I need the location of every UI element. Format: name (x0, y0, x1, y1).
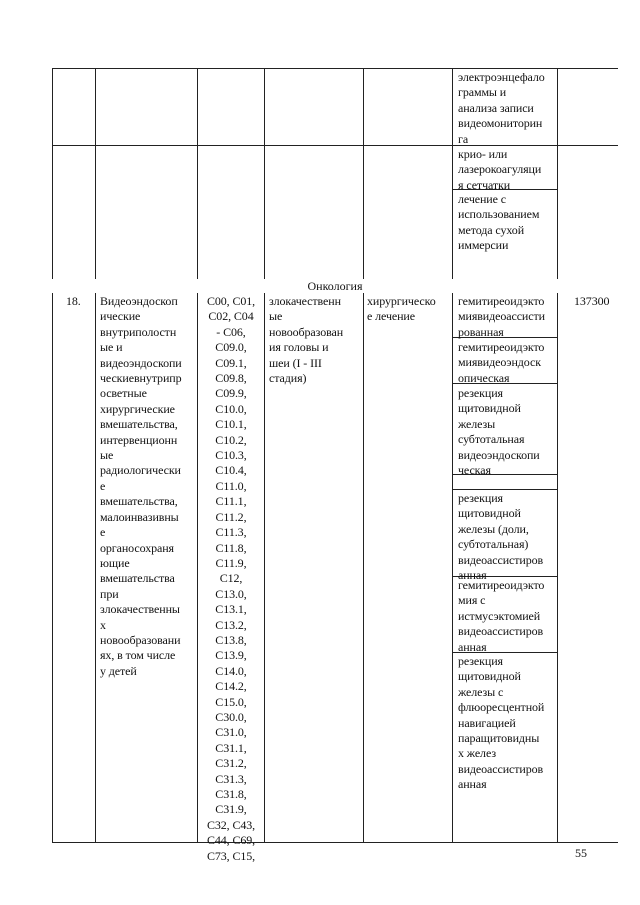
col-border (52, 292, 53, 842)
method-item: резекция щитовидной железы с флюоресцентной навигацией паращитовидны х желез видеоассистиров анная (458, 654, 545, 792)
col-border (557, 68, 558, 283)
col-border (363, 68, 364, 283)
row-number: 18. (66, 294, 81, 308)
section-band-oncology: Онкология (52, 279, 618, 293)
method-item: резекция щитовидной железы субтотальная видеоэндоскопи ческая (458, 386, 540, 478)
diagnosis: злокачественн ые новообразован ия головы и шеи (I - III стадия) (269, 294, 344, 386)
col-border (452, 68, 453, 283)
intervention-name: Видеоэндоскоп ические внутриполостн ые и видеоэндоскопи ческиевнутрипр осветные хирургические вмешательства, интервенционн ые радиологически е вмешательства, малоинвазивны е органосохраня ющие вмешательства при злокачественны х новообразовани ях, в том числе у детей (100, 294, 182, 678)
price: 137300 (574, 294, 610, 308)
page-number: 55 (575, 846, 587, 860)
col-border (95, 292, 96, 842)
col-border (557, 292, 558, 842)
col-border (52, 68, 53, 283)
method-cell-cryo: крио- или лазерокоагуляци я сетчатки (458, 147, 542, 192)
col-border (197, 68, 198, 283)
method-item: гемитиреоидэкто миявидеоассисти рованная (458, 294, 545, 339)
table-top-border (52, 68, 618, 69)
method-item: гемитиреоидэкто мия с истмусэктомией видеоассистиров анная (458, 578, 545, 654)
table-bottom-border (52, 842, 618, 843)
col-border (363, 292, 364, 842)
method-cell-eeg: электроэнцефало граммы и анализа записи видеомониторин га (458, 70, 545, 146)
treatment-type: хирургическо е лечение (367, 294, 436, 324)
method-cell-dry-immersion: лечение с использованием метода сухой иммерсии (458, 192, 540, 253)
col-border (264, 68, 265, 283)
method-item: гемитиреоидэкто миявидеоэндоск опическая (458, 340, 545, 385)
method-divider (453, 489, 557, 490)
method-item: резекция щитовидной железы (доли, субтотальная) видеоассистиров анная (458, 491, 544, 583)
icd-codes: С00, С01, С02, С04 - С06, С09.0, С09.1, С09.8, С09.9, С10.0, С10.1, С10.2, С10.3, С10.4, С11.0, С11.1, С11.2, С11.3, С11.8, С11.9, С12, С13.0, С13.1, С13.2, С13.8, С13.9, С14.0, С14.2, С15.0, С30.0, С31.0, С31.1, С31.2, С31.3, С31.8, С31.9, С32, С43, С44, С69, С73, С15, (206, 294, 256, 863)
col-border (264, 292, 265, 842)
col-border (452, 292, 453, 842)
col-border (95, 68, 96, 283)
